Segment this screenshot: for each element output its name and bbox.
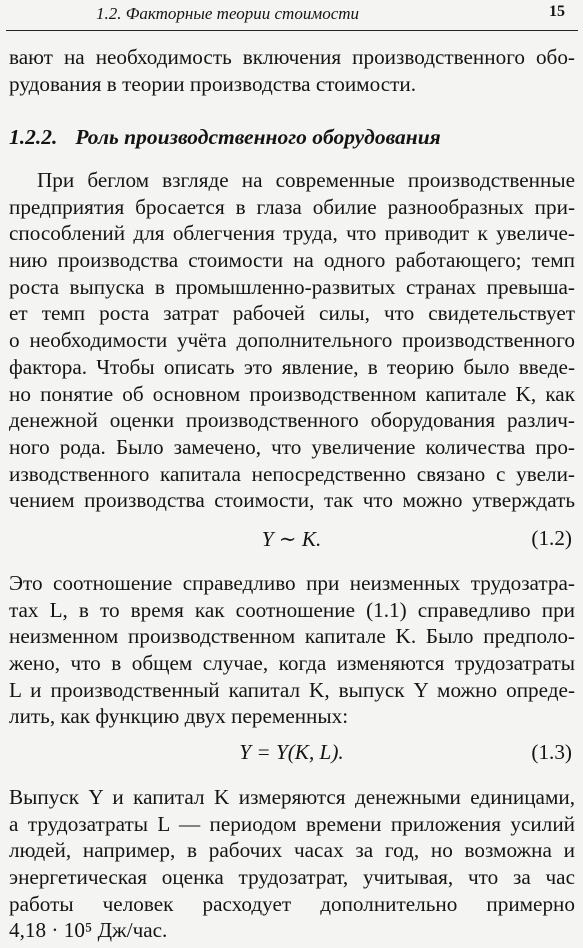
text-line: ет темп роста затрат рабочей силы, что свидетельствует: [9, 301, 575, 326]
text-line: чением производства стоимости, так что можно утверждать: [9, 488, 575, 513]
section-heading: [9, 125, 441, 150]
equation-1-3: [0, 740, 583, 768]
equation-1-2: [0, 526, 583, 554]
paragraph-3: [9, 784, 575, 944]
text-line: лить, как функцию двух переменных:: [9, 704, 349, 729]
section-number: 1.2.2.: [9, 125, 58, 149]
text-line: людей, например, в рабочих часах за год, но возможна и: [9, 838, 575, 863]
text-line: энергетическая оценка трудозатрат, учитывая, что за час: [9, 865, 575, 890]
text-line: о необходимости учёта дополнительного производственного: [9, 328, 575, 353]
header-rule: [6, 30, 578, 31]
text-line: При беглом взгляде на современные производственные: [37, 168, 575, 192]
text-line: но понятие об основном производственном капитале K, как: [9, 381, 575, 406]
text-line: работы человек расходует дополнительно примерно: [9, 891, 575, 916]
text-line: изводственного капитала непосредственно связано с увели-: [9, 461, 575, 486]
equation-expression: Y = Y(K, L).: [239, 740, 344, 764]
text-line: вают на необходимость включения производственного обо-: [9, 45, 575, 69]
section-title: Роль производственного оборудования: [75, 125, 441, 149]
paragraph-2: [9, 570, 575, 730]
text-line: ного рода. Было замечено, что увеличение количества про-: [9, 434, 575, 459]
paragraph-1: [9, 167, 575, 514]
text-line: 4,18 · 10⁵ Дж/час.: [9, 918, 168, 943]
equation-number: (1.3): [531, 740, 572, 764]
text-line: L и производственный капитал K, выпуск Y можно опреде-: [9, 677, 575, 702]
text-line: фактора. Чтобы описать это явление, в теорию было введе-: [9, 354, 575, 379]
running-header: [0, 0, 583, 36]
text-line: Выпуск Y и капитал K измеряются денежными единицами,: [9, 785, 575, 809]
text-line: Это соотношение справедливо при неизменных трудозатра-: [9, 571, 575, 595]
text-line: а трудозатраты L — периодом времени приложения усилий: [9, 811, 575, 836]
text-line: неизменном производственном капитале K. Было предполо-: [9, 624, 575, 649]
text-line: рудования в теории производства стоимости.: [9, 71, 417, 96]
running-title: 1.2. Факторные теории стоимости: [96, 4, 360, 23]
intro-paragraph: [9, 44, 575, 97]
text-line: денежной оценки производственного оборудования различ-: [9, 408, 575, 433]
text-line: тах L, в то время как соотношение (1.1) справедливо при: [9, 597, 575, 622]
equation-number: (1.2): [531, 526, 572, 550]
text-line: роста выпуска в промышленно-развитых странах превыша-: [9, 274, 575, 299]
text-line: способлений для облегчения труда, что приводит к увеличе-: [9, 221, 575, 246]
page-number: 15: [549, 3, 565, 20]
text-line: жено, что в общем случае, когда изменяются трудозатраты: [9, 651, 575, 676]
equation-expression: Y ∼ K.: [261, 527, 322, 551]
text-line: нию производства стоимости на одного работающего; темп: [9, 248, 575, 273]
text-line: предприятия бросается в глаза обилие разнообразных при-: [9, 194, 575, 219]
